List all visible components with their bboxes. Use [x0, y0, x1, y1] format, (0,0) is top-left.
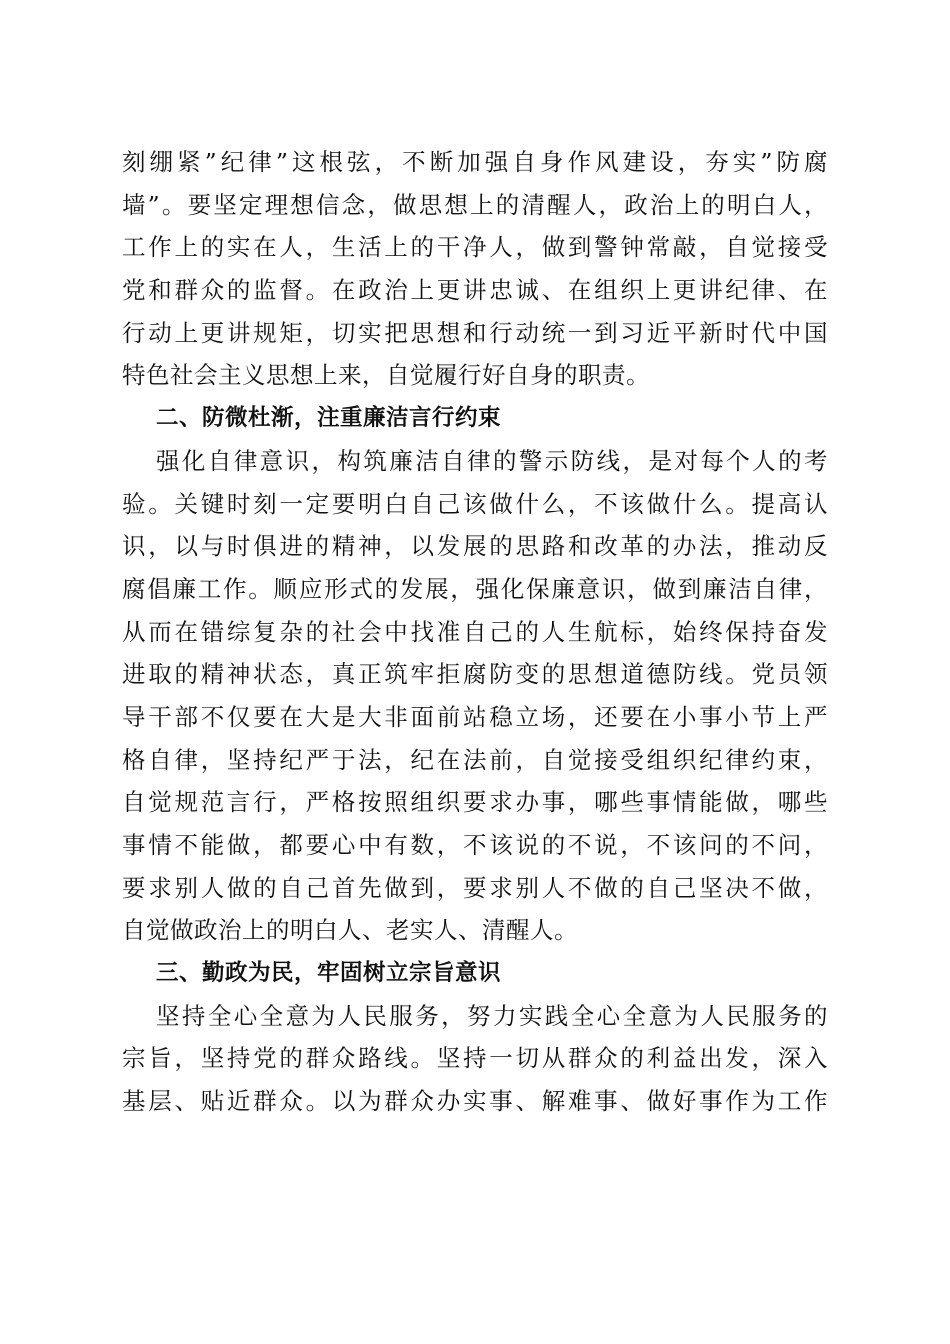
section-3-paragraph [122, 995, 828, 1123]
text-line: 特色社会主义思想上来，自觉履行好自身的职责。 [122, 361, 650, 390]
text-line: 基层、贴近群众。以为群众办实事、解难事、做好事作为工作 [122, 1087, 828, 1116]
text-line: 工作上的实在人，生活上的干净人，做到警钟常敲，自觉接受 [122, 233, 828, 262]
section-2-heading: 二、防微杜渐，注重廉洁言行约束 [156, 405, 502, 432]
text-line: 识，以与时俱进的精神，以发展的思路和改革的办法，推动反 [122, 532, 828, 561]
document-page [122, 141, 828, 1123]
text-line: 强化自律意识，构筑廉洁自律的警示防线，是对每个人的考 [156, 446, 828, 475]
text-line: 从而在错综复杂的社会中找准自己的人生航标，始终保持奋发 [122, 617, 828, 646]
text-line: 进取的精神状态，真正筑牢拒腐防变的思想道德防线。党员领 [122, 660, 828, 689]
text-line: 验。关键时刻一定要明白自己该做什么，不该做什么。提高认 [122, 489, 828, 518]
text-line: 格自律，坚持纪严于法，纪在法前，自觉接受组织纪律约束， [122, 745, 828, 774]
text-line: 坚持全心全意为人民服务，努力实践全心全意为人民服务的 [156, 1001, 828, 1030]
section-3-heading: 三、勤政为民，牢固树立宗旨意识 [156, 960, 502, 987]
text-line: 墙”。要坚定理想信念，做思想上的清醒人，政治上的明白人， [122, 190, 828, 219]
section-2-paragraph [122, 440, 828, 952]
text-line: 自觉规范言行，严格按照组织要求办事，哪些事情能做，哪些 [122, 788, 828, 817]
text-line: 宗旨，坚持党的群众路线。坚持一切从群众的利益出发，深入 [122, 1044, 828, 1073]
text-line: 自觉做政治上的明白人、老实人、清醒人。 [122, 916, 578, 945]
paragraph-1 [122, 141, 828, 397]
text-line: 导干部不仅要在大是大非面前站稳立场，还要在小事小节上严 [122, 702, 828, 731]
text-line: 腐倡廉工作。顺应形式的发展，强化保廉意识，做到廉洁自律， [122, 574, 828, 603]
text-line: 党和群众的监督。在政治上更讲忠诚、在组织上更讲纪律、在 [122, 276, 828, 305]
text-line: 行动上更讲规矩，切实把思想和行动统一到习近平新时代中国 [122, 318, 828, 347]
text-line: 刻绷紧”纪律”这根弦，不断加强自身作风建设，夯实”防腐 [122, 148, 828, 176]
text-line: 要求别人做的自己首先做到，要求别人不做的自己坚决不做， [122, 873, 828, 902]
text-line: 事情不能做，都要心中有数，不该说的不说，不该问的不问， [122, 831, 828, 859]
